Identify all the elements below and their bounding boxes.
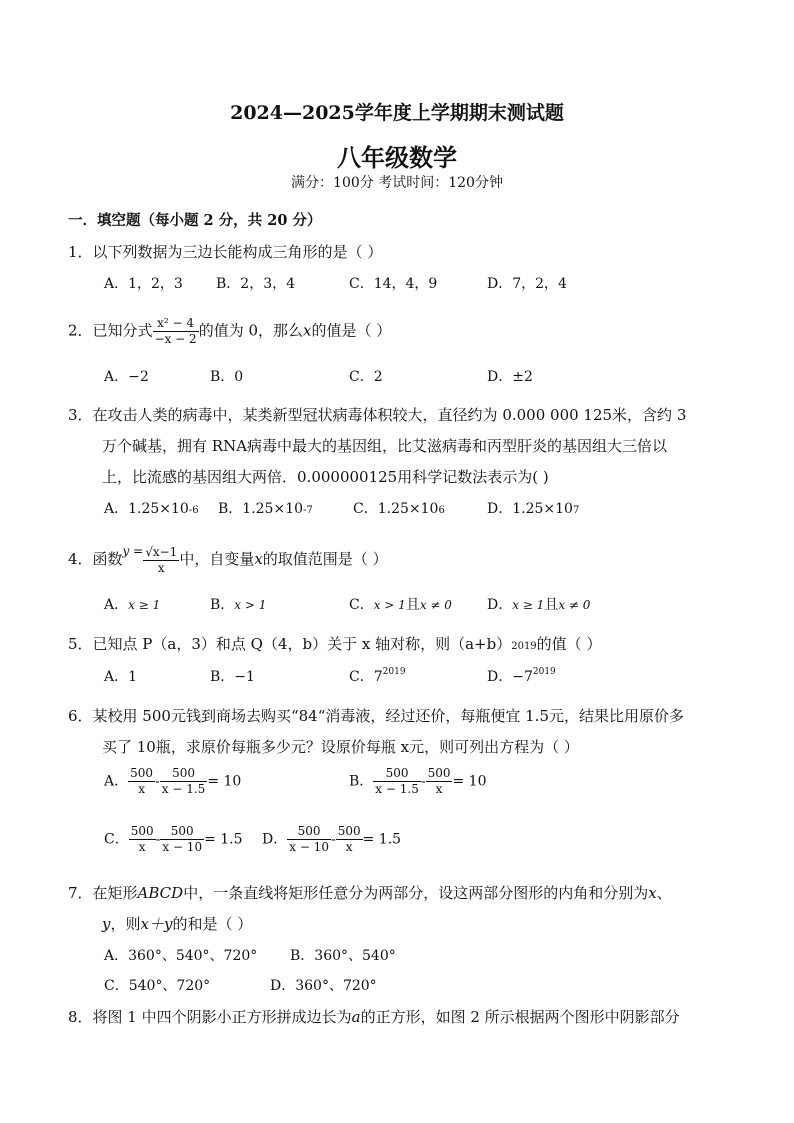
- q5-option-d: D．$-7^{2019}$: [487, 667, 556, 685]
- q2-fraction: [153, 316, 199, 347]
- question-8-line1: 8．将图 1 中四个阴影小正方形拼成边长为a的正方形，如图 2 所示根据两个图形中阴影部分: [68, 1008, 680, 1026]
- q7-option-c: C．540°、720°: [104, 978, 211, 994]
- q4-y: y =: [122, 544, 144, 558]
- q2-option-c: C．2: [349, 369, 383, 385]
- q6-option-b: B． $\frac{500}{x - 1.5}$ - $\frac{500}{x}$ = 10: [349, 766, 487, 796]
- question-2-stem: [68, 316, 391, 347]
- q2-prefix: 2．已知分式: [68, 321, 153, 340]
- q3-option-d: D．1.25×107: [487, 501, 580, 517]
- q1-option-a: A．1，2，3: [104, 276, 183, 292]
- question-1-stem: 1．以下列数据为三边长能构成三角形的是（ ）: [68, 243, 383, 261]
- q5-option-b: B．−1: [210, 669, 255, 685]
- q4-option-b: B．x > 1: [210, 597, 267, 613]
- q2-denominator: −x − 2: [154, 332, 197, 346]
- exam-meta: 满分：100分 考试时间：120分钟: [291, 175, 503, 191]
- q4-numerator: √x−1: [145, 544, 178, 559]
- q1-option-b: B．2，3，4: [216, 276, 296, 292]
- q5-option-a: A．1: [104, 669, 138, 685]
- q5-option-c: C．$7^{2019}$: [349, 667, 406, 685]
- q2-option-a: A．−2: [104, 369, 149, 385]
- q2-var: x: [303, 321, 312, 340]
- q4-option-d: D．x ≥ 1且x ≠ 0: [487, 597, 591, 613]
- q3-option-c: C．1.25×106: [353, 501, 445, 517]
- q3-option-b: B．1.25×10-7: [218, 501, 313, 517]
- q4-option-c: C．x > 1且x ≠ 0: [349, 597, 452, 613]
- exam-title: 2024—2025学年度上学期期末测试题: [230, 102, 564, 124]
- q2-numerator: x² − 4: [153, 316, 199, 332]
- q1-option-d: D．7，2，4: [487, 276, 567, 292]
- question-4-stem: 4．函数$^{y =}$ $\frac{√x-1}{x}$ 中，自变量x的取值范围是（ ）: [68, 544, 388, 575]
- q4-var: x: [254, 550, 263, 568]
- q2-suffix2: 的值是（ ）: [311, 321, 392, 340]
- q2-option-b: B．0: [210, 369, 244, 385]
- question-7-line1: 7．在矩形ABCD中，一条直线将矩形任意分为两部分，设这两部分图形的内角和分别为x、: [68, 884, 672, 902]
- q2-a-value: −2: [128, 369, 149, 385]
- question-3-line1: 3．在攻击人类的病毒中，某类新型冠状病毒体积较大，直径约为 0.000 000 125米，含约 3: [68, 406, 687, 424]
- q7-option-b: B．360°、540°: [290, 948, 396, 964]
- q1-option-c: C．14，4，9: [349, 276, 438, 292]
- q4-option-a: A．x ≥ 1: [104, 597, 161, 613]
- q7-option-d: D．360°、720°: [270, 978, 377, 994]
- q7-option-a: A．360°、540°、720°: [104, 948, 258, 964]
- question-3-line2: 万个碱基，拥有 RNA病毒中最大的基因组，比艾滋病毒和丙型肝炎的基因组大三倍以: [102, 437, 668, 455]
- question-6-line2: 买了 10瓶，求原价每瓶多少元？设原价每瓶 x元，则可列出方程为（ ）: [102, 738, 579, 756]
- question-7-line2: y，则x＋y的和是（ ）: [102, 915, 253, 933]
- q6-option-c: C． $\frac{500}{x}$ - $\frac{500}{x - 10}$ = 1.5: [104, 824, 243, 854]
- q2-d-value: ±2: [512, 369, 533, 385]
- question-5-stem: 5．已知点 P（a，3）和点 Q（4，b）关于 x 轴对称，则（a+b）2019的值（ ）: [68, 635, 602, 653]
- question-3-line3: 上，比流感的基因组大两倍．0.000000125用科学记数法表示为( ): [102, 468, 549, 486]
- q2-option-d: D．±2: [487, 369, 533, 385]
- q4-denominator: x: [157, 560, 165, 575]
- q4-fraction: [143, 545, 179, 576]
- q2-suffix: 的值为 0，那么: [198, 321, 303, 340]
- q6-option-a: A． $\frac{500}{x}$ - $\frac{500}{x - 1.5}$ = 10: [104, 766, 242, 796]
- q6-option-d: D． $\frac{500}{x - 10}$ - $\frac{500}{x}$ = 1.5: [262, 824, 402, 854]
- section-heading: 一．填空题（每小题 2 分，共 20 分）: [68, 212, 322, 229]
- exam-subject: 八年级数学: [337, 144, 457, 172]
- question-6-line1: 6．某校用 500元钱到商场去购买“84“消毒液，经过还价，每瓶便宜 1.5元，结果比用原价多: [68, 707, 684, 725]
- q3-option-a: A．1.25×10-6: [104, 501, 199, 517]
